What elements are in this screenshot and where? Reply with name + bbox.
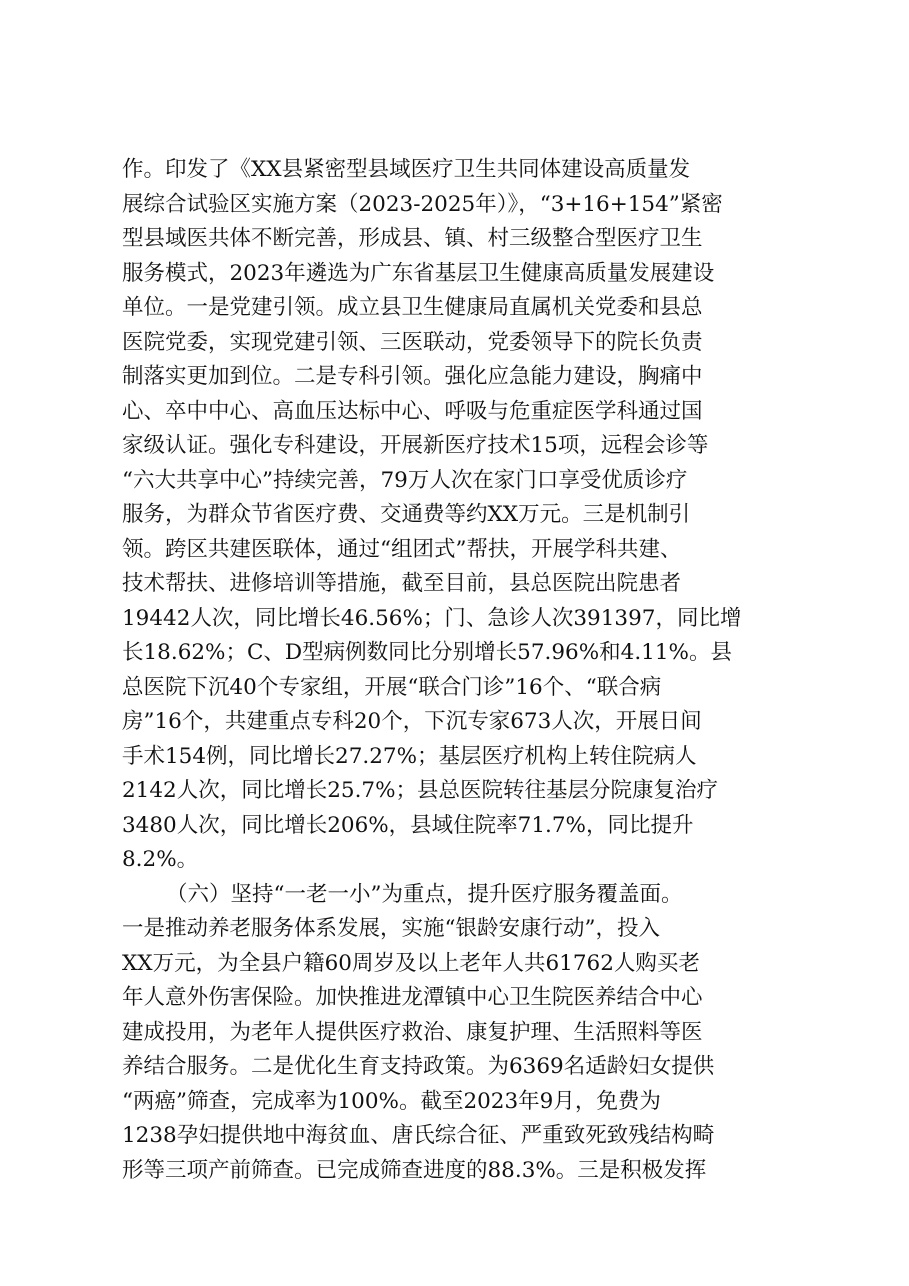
text-line: 服务，为群众节省医疗费、交通费等约XX万元。三是机制引 [122,502,691,527]
section-heading: （六）坚持“一老一小”为重点，提升医疗服务覆盖面。 [166,881,683,907]
text-line: 形等三项产前筛查。已完成筛查进度的88.3%。三是积极发挥 [122,1157,707,1183]
text-line: 总医院下沉40个专家组，开展“联合门诊”16个、“联合病 [122,674,662,700]
text-line: 领。跨区共建医联体，通过“组团式”帮扶，开展学科共建、 [122,536,682,562]
text-line: 作。印发了《XX县紧密型县域医疗卫生共同体建设高质量发 [122,157,691,182]
text-line: 养结合服务。二是优化生育支持政策。为6369名适龄妇女提供 [122,1054,715,1079]
text-line: 心、卒中中心、高血压达标中心、呼吸与危重症医学科通过国 [122,398,703,424]
text-line: 服务模式，2023年遴选为广东省基层卫生健康高质量发展建设 [122,260,715,286]
text-line: 长18.62%；C、D型病例数同比分别增长57.96%和4.11%。县 [122,640,732,665]
text-line: 一是推动养老服务体系发展，实施“银龄安康行动”，投入 [122,916,660,941]
text-line: 家级认证。强化专科建设，开展新医疗技术15项，远程会诊等 [122,433,709,458]
text-line: 2142人次，同比增长25.7%；县总医院转往基层分院康复治疗 [122,778,719,803]
text-line: 房”16个，共建重点专科20个，下沉专家673人次，开展日间 [122,709,702,734]
text-line: “六大共享中心”持续完善，79万人次在家门口享受优质诊疗 [122,467,688,493]
text-line: “两癌”筛查，完成率为100%。截至2023年9月，免费为 [122,1088,661,1114]
text-line: 年人意外伤害保险。加快推进龙潭镇中心卫生院医养结合中心 [122,985,703,1010]
text-line: 展综合试验区实施方案（2023-2025年）》，“3+16+154”紧密 [122,191,723,217]
text-line: 8.2%。 [122,847,199,872]
text-line: 技术帮扶、进修培训等措施，截至目前，县总医院出院患者 [122,571,682,596]
text-line: 单位。一是党建引领。成立县卫生健康局直属机关党委和县总 [122,295,703,320]
text-line: 建成投用，为老年人提供医疗救治、康复护理、生活照料等医 [122,1019,703,1045]
body-text [122,153,802,1188]
text-line: 医院党委，实现党建引领、三医联动，党委领导下的院长负责 [122,329,703,355]
text-line: 3480人次，同比增长206%，县域住院率71.7%，同比提升 [122,812,694,838]
text-line: 手术154例，同比增长27.27%；基层医疗机构上转住院病人 [122,743,697,769]
text-line: XX万元，为全县户籍60周岁及以上老年人共61762人购买老 [122,950,700,976]
text-line: 1238孕妇提供地中海贫血、唐氏综合征、严重致死致残结构畸 [122,1123,715,1148]
text-line: 19442人次，同比增长46.56%；门、急诊人次391397，同比增 [122,605,742,631]
text-line: 型县域医共体不断完善，形成县、镇、村三级整合型医疗卫生 [122,226,703,251]
text-line: 制落实更加到位。二是专科引领。强化应急能力建设，胸痛中 [122,364,703,389]
